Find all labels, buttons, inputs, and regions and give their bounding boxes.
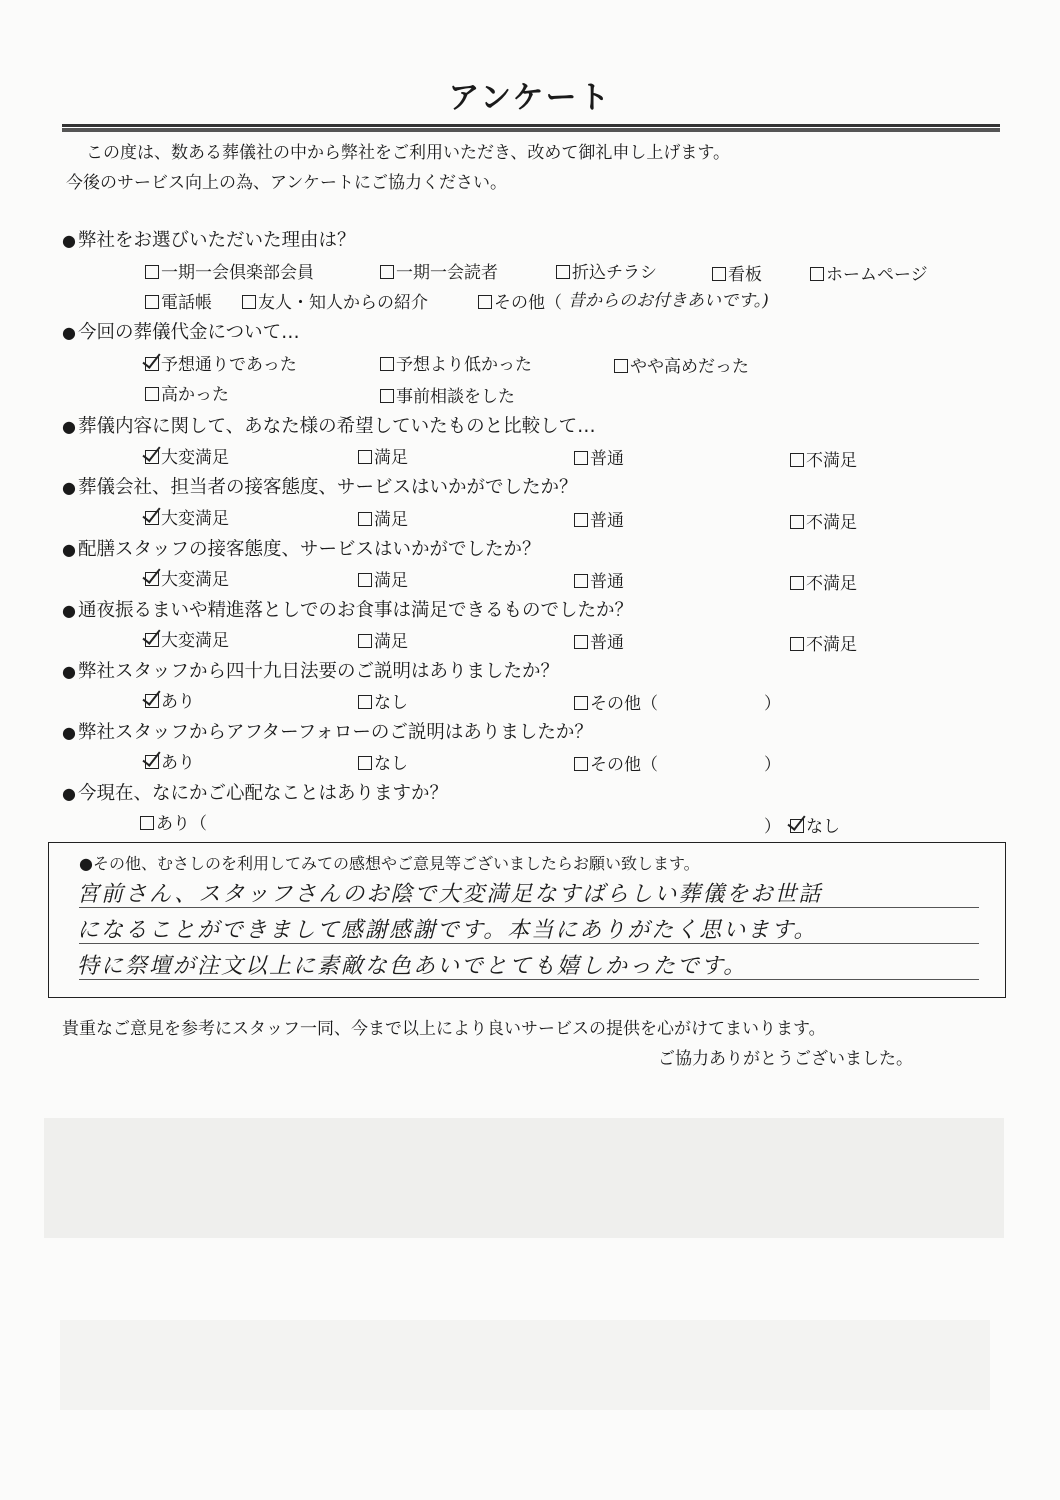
q6-option-3[interactable]: 普通: [574, 628, 624, 653]
q6-option-4[interactable]: 不満足: [790, 630, 857, 655]
checkbox[interactable]: [140, 816, 154, 830]
footer-thanks: ご協力ありがとうございました。: [658, 1049, 913, 1069]
intro-line-1: この度は、数ある葬儀社の中から弊社をご利用いただき、改めて御礼申し上げます。: [86, 143, 730, 163]
q8-close-paren: ）: [764, 755, 781, 775]
q8-option-3[interactable]: その他（: [574, 750, 658, 775]
checkbox[interactable]: [574, 696, 588, 710]
q1-option-6[interactable]: 電話帳: [145, 288, 212, 313]
q9-close-paren: ）: [764, 817, 781, 837]
q1-option-2[interactable]: 一期一会読者: [380, 258, 498, 283]
checkbox[interactable]: [574, 635, 588, 649]
checkbox[interactable]: [556, 265, 570, 279]
q3-option-1[interactable]: 大変満足: [145, 443, 229, 468]
q7-close-paren: ）: [764, 694, 781, 714]
checkbox[interactable]: [790, 637, 804, 651]
comment-line-3: 特に祭壇が注文以上に素敵な色あいでとても嬉しかったです。: [77, 954, 748, 979]
checkbox[interactable]: [380, 265, 394, 279]
comment-label: ●その他、むさしのを利用してみての感想やご意見等ございましたらお願い致します。: [79, 854, 700, 873]
checkbox[interactable]: [574, 757, 588, 771]
checkbox[interactable]: [358, 634, 372, 648]
q8-option-1[interactable]: あり: [145, 748, 195, 773]
q2-option-5[interactable]: 事前相談をした: [380, 382, 515, 407]
checkbox[interactable]: [380, 389, 394, 403]
question-8: ● 弊社スタッフからアフターフォローのご説明はありましたか？: [62, 722, 593, 743]
checkbox[interactable]: [358, 512, 372, 526]
q2-option-4[interactable]: 高かった: [145, 380, 229, 405]
q6-option-1[interactable]: 大変満足: [145, 626, 229, 651]
q9-option-2[interactable]: なし: [790, 812, 840, 837]
checkbox[interactable]: [242, 295, 256, 309]
q1-option-3[interactable]: 折込チラシ: [556, 258, 657, 283]
checkbox[interactable]: [358, 573, 372, 587]
q1-option-5[interactable]: ホームページ: [810, 260, 928, 285]
question-4: ● 葬儀会社、担当者の接客態度、サービスはいかがでしたか？: [62, 477, 578, 498]
question-7: ● 弊社スタッフから四十九日法要のご説明はありましたか？: [62, 661, 559, 682]
checkbox[interactable]: [358, 695, 372, 709]
checkbox[interactable]: [145, 633, 159, 647]
q5-option-3[interactable]: 普通: [574, 567, 624, 592]
footer-message: 貴重なご意見を参考にスタッフ一同、今まで以上により良いサービスの提供を心がけてまいります。: [62, 1019, 826, 1039]
question-2: ● 今回の葬儀代金について…: [62, 322, 300, 343]
q1-option-4[interactable]: 看板: [712, 260, 762, 285]
checkbox[interactable]: [380, 357, 394, 371]
checkbox[interactable]: [790, 515, 804, 529]
comment-box[interactable]: [48, 842, 1006, 998]
checkbox[interactable]: [358, 756, 372, 770]
q1-option-7[interactable]: 友人・知人からの紹介: [242, 288, 428, 313]
checkbox[interactable]: [478, 295, 492, 309]
q1-option-1[interactable]: 一期一会倶楽部会員: [145, 258, 314, 283]
question-3: ● 葬儀内容に関して、あなた様の希望していたものと比較して…: [62, 416, 596, 437]
q8-option-2[interactable]: なし: [358, 749, 408, 774]
checkbox[interactable]: [712, 267, 726, 281]
checkbox[interactable]: [145, 357, 159, 371]
intro-line-2: 今後のサービス向上の為、アンケートにご協力ください。: [66, 173, 507, 193]
checkbox[interactable]: [145, 450, 159, 464]
checkbox[interactable]: [145, 511, 159, 525]
q4-option-4[interactable]: 不満足: [790, 508, 857, 533]
question-5: ● 配膳スタッフの接客態度、サービスはいかがでしたか？: [62, 539, 541, 560]
q1-option-8[interactable]: その他（: [478, 288, 562, 313]
q9-option-1[interactable]: あり（: [140, 809, 207, 834]
q2-option-1[interactable]: 予想通りであった: [145, 350, 297, 375]
checkbox[interactable]: [145, 572, 159, 586]
question-6: ● 通夜振るまいや精進落としでのお食事は満足できるものでしたか？: [62, 600, 633, 621]
checkbox[interactable]: [145, 387, 159, 401]
q7-option-2[interactable]: なし: [358, 688, 408, 713]
q6-option-2[interactable]: 満足: [358, 627, 408, 652]
q7-option-1[interactable]: あり: [145, 687, 195, 712]
checkbox[interactable]: [145, 295, 159, 309]
q5-option-1[interactable]: 大変満足: [145, 565, 229, 590]
comment-line-2: になることができまして感謝感謝です。本当にありがたく思います。: [77, 918, 818, 943]
q3-option-4[interactable]: 不満足: [790, 446, 857, 471]
bleed-through-area: [44, 1118, 1004, 1238]
question-1: ● 弊社をお選びいただいた理由は？: [62, 230, 356, 251]
checkbox[interactable]: [145, 755, 159, 769]
checkbox[interactable]: [574, 451, 588, 465]
question-9: ● 今現在、なにかご心配なことはありますか？: [62, 783, 448, 804]
survey-title: アンケート: [448, 80, 612, 116]
checkbox[interactable]: [358, 450, 372, 464]
q4-option-2[interactable]: 満足: [358, 505, 408, 530]
q5-option-2[interactable]: 満足: [358, 566, 408, 591]
checkbox[interactable]: [574, 513, 588, 527]
q7-option-3[interactable]: その他（: [574, 689, 658, 714]
checkbox[interactable]: [790, 819, 804, 833]
comment-line-1: 宮前さん、スタッフさんのお陰で大変満足なすばらしい葬儀をお世話: [77, 882, 823, 907]
q2-option-3[interactable]: やや高めだった: [614, 352, 749, 377]
checkbox[interactable]: [790, 576, 804, 590]
checkbox[interactable]: [614, 359, 628, 373]
q3-option-2[interactable]: 満足: [358, 443, 408, 468]
checkbox[interactable]: [810, 267, 824, 281]
title-rule: [62, 124, 1000, 132]
checkbox[interactable]: [574, 574, 588, 588]
q1-other-handwritten: 昔からのお付きあいです。): [568, 291, 769, 311]
checkbox[interactable]: [790, 453, 804, 467]
q5-option-4[interactable]: 不満足: [790, 569, 857, 594]
q2-option-2[interactable]: 予想より低かった: [380, 350, 532, 375]
checkbox[interactable]: [145, 694, 159, 708]
bleed-through-area: [60, 1320, 990, 1410]
q4-option-3[interactable]: 普通: [574, 506, 624, 531]
checkbox[interactable]: [145, 265, 159, 279]
q3-option-3[interactable]: 普通: [574, 444, 624, 469]
q4-option-1[interactable]: 大変満足: [145, 504, 229, 529]
